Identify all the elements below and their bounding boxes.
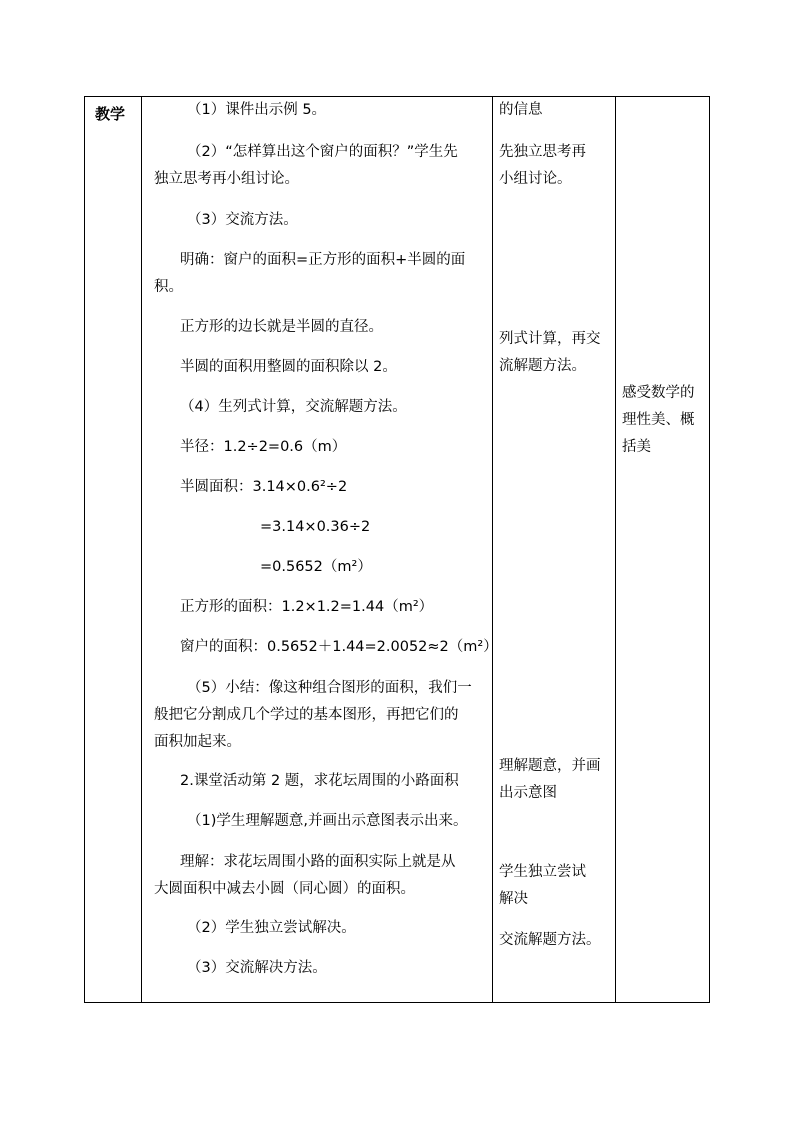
student-line: 学生独立尝试 <box>499 864 586 880</box>
student-line: 的信息 <box>499 102 543 118</box>
content-line: 正方形的边长就是半圆的直径。 <box>180 319 383 335</box>
student-line: 先独立思考再 <box>499 144 586 160</box>
design-line: 括美 <box>622 439 651 455</box>
design-intent-cell <box>616 97 710 1002</box>
student-line: 出示意图 <box>499 785 557 801</box>
student-line: 小组讨论。 <box>499 171 572 187</box>
stage-label: 教学 <box>95 105 126 123</box>
content-line: 半圆面积：3.14×0.6²÷2 <box>180 479 348 495</box>
student-activity-cell <box>493 97 615 1002</box>
content-line: 半圆的面积用整圆的面积除以 2。 <box>180 359 397 375</box>
design-line: 理性美、概 <box>622 412 695 428</box>
student-line: 交流解题方法。 <box>499 932 601 948</box>
content-line: （2）学生独立尝试解决。 <box>187 920 356 936</box>
student-line: 解决 <box>499 891 528 907</box>
student-line: 理解题意，并画 <box>499 758 601 774</box>
content-line: （4）生列式计算，交流解题方法。 <box>180 399 407 415</box>
content-line: （3）交流解决方法。 <box>187 960 327 976</box>
content-line: 积。 <box>154 279 183 295</box>
content-line: 大圆面积中减去小圆（同心圆）的面积。 <box>154 881 415 897</box>
content-line: =0.5652（m²） <box>260 559 372 575</box>
content-line: 窗户的面积：0.5652＋1.44=2.0052≈2（m²） <box>180 639 498 655</box>
content-line: （1）课件出示例 5。 <box>187 102 327 118</box>
lesson-plan-table <box>84 96 710 1003</box>
content-line: 2.课堂活动第 2 题，求花坛周围的小路面积 <box>180 773 459 789</box>
teaching-content-cell <box>142 97 498 1002</box>
content-line: （5）小结：像这种组合图形的面积，我们一 <box>187 680 472 696</box>
content-line: （2）“怎样算出这个窗户的面积？”学生先 <box>187 144 458 160</box>
content-line: （3）交流方法。 <box>187 212 298 228</box>
content-line: 正方形的面积：1.2×1.2=1.44（m²） <box>180 599 434 615</box>
content-line: 明确：窗户的面积=正方形的面积+半圆的面 <box>180 252 466 268</box>
content-line: 面积加起来。 <box>154 734 241 750</box>
content-line: 独立思考再小组讨论。 <box>154 171 299 187</box>
design-line: 感受数学的 <box>622 385 695 401</box>
content-line: 般把它分割成几个学过的基本图形，再把它们的 <box>154 707 459 723</box>
content-line: =3.14×0.36÷2 <box>260 519 371 535</box>
student-line: 列式计算，再交 <box>499 331 601 347</box>
student-line: 流解题方法。 <box>499 358 586 374</box>
content-line: （1)学生理解题意,并画出示意图表示出来。 <box>187 813 468 829</box>
content-line: 理解：求花坛周围小路的面积实际上就是从 <box>180 854 456 870</box>
content-line: 半径：1.2÷2=0.6（m） <box>180 439 347 455</box>
